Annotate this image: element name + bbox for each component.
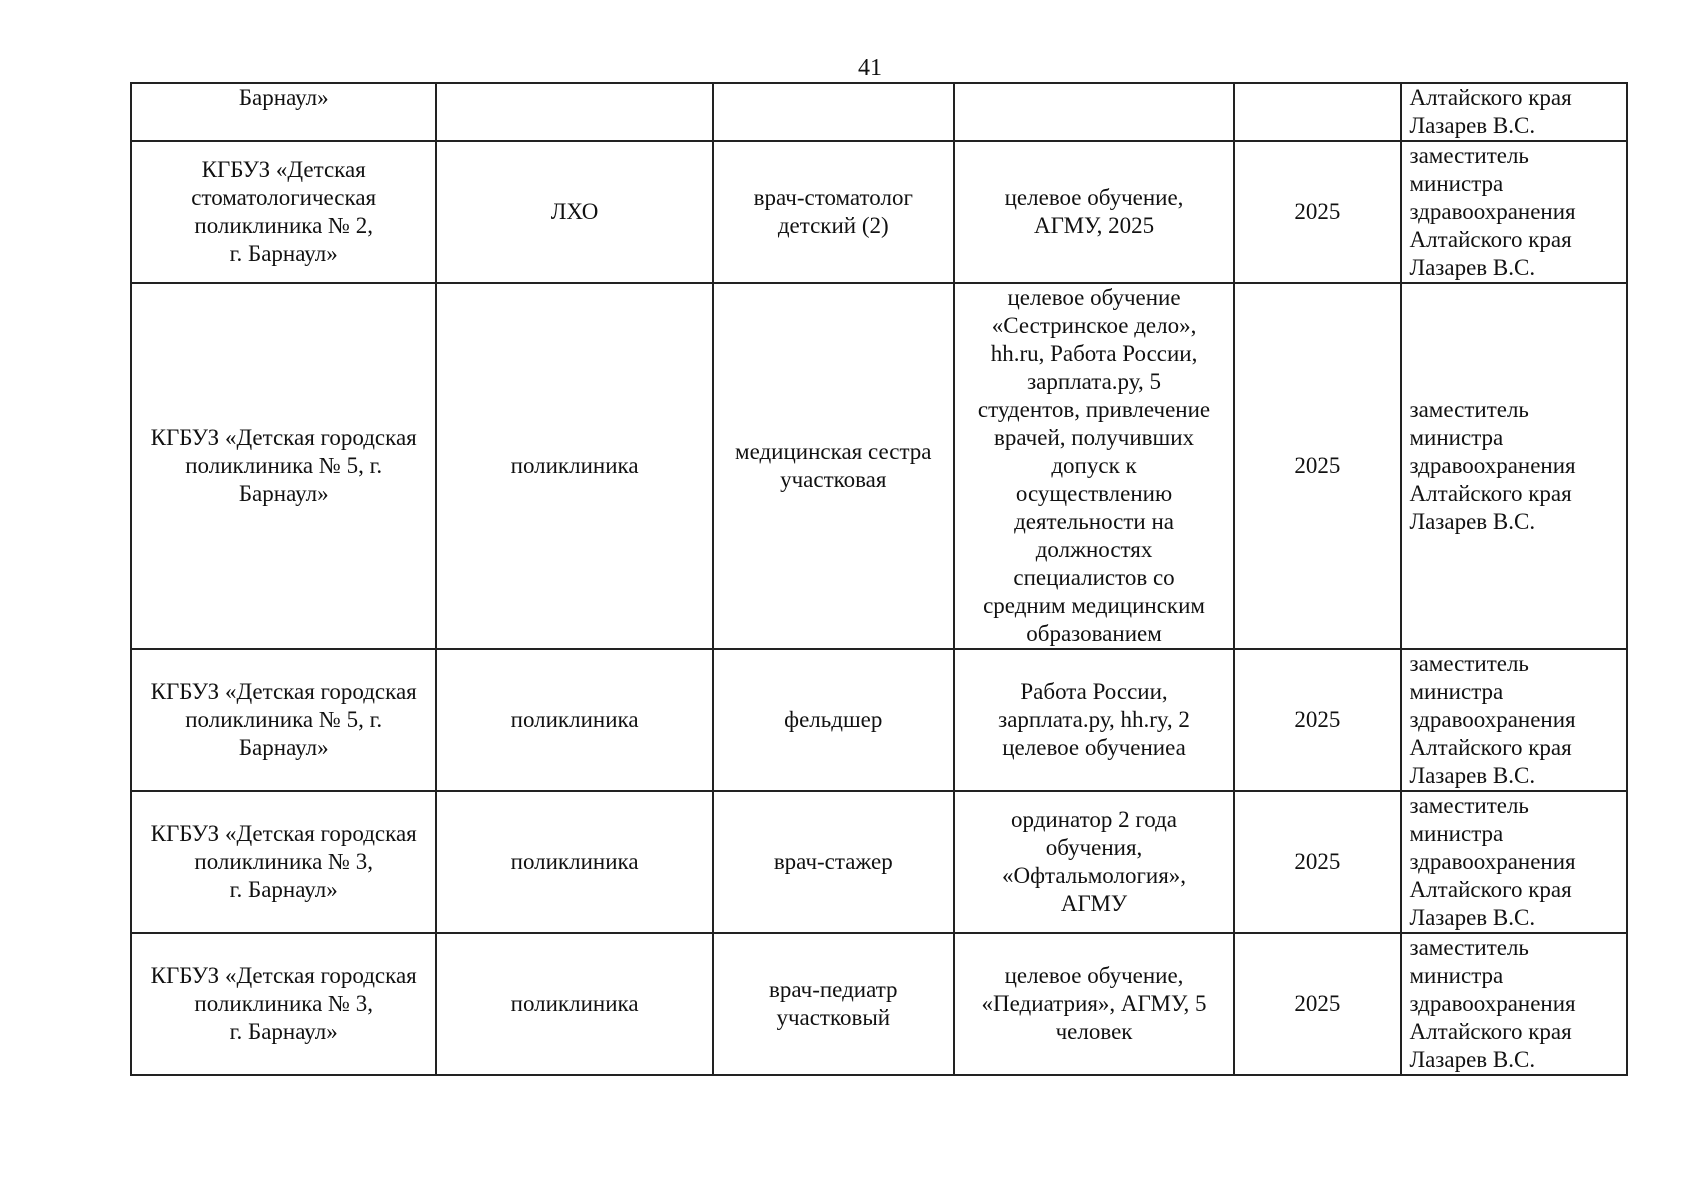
year-cell: 2025 [1234,283,1400,649]
organization-cell: КГБУЗ «Детская городская поликлиника № 3, г. Барнаул» [131,933,436,1075]
measures-cell: Работа России, зарплата.ру, hh.ry, 2 целевое обучениеа [954,649,1235,791]
position-cell: врач-педиатр участковый [713,933,954,1075]
organization-cell: КГБУЗ «Детская городская поликлиника № 5, г. Барнаул» [131,649,436,791]
measures-cell: целевое обучение, «Педиатрия», АГМУ, 5 человек [954,933,1235,1075]
responsible-cell: заместитель министра здравоохранения Алтайского края Лазарев В.С. [1401,933,1628,1075]
table-row [131,283,1627,649]
table-row [131,933,1627,1075]
responsible-cell: заместитель министра здравоохранения Алтайского края Лазарев В.С. [1401,649,1628,791]
department-cell: поликлиника [436,283,712,649]
position-cell: врач-стоматолог детский (2) [713,141,954,283]
table-row [131,83,1627,141]
table-row [131,791,1627,933]
department-cell: поликлиника [436,933,712,1075]
responsible-cell: заместитель министра здравоохранения Алтайского края Лазарев В.С. [1401,141,1628,283]
organization-cell: КГБУЗ «Детская городская поликлиника № 5, г. Барнаул» [131,283,436,649]
organization-cell: КГБУЗ «Детская городская поликлиника № 3, г. Барнаул» [131,791,436,933]
table-row [131,141,1627,283]
position-cell [713,83,954,141]
table-row [131,649,1627,791]
department-cell [436,83,712,141]
position-cell: фельдшер [713,649,954,791]
position-cell: медицинская сестра участковая [713,283,954,649]
department-cell: поликлиника [436,649,712,791]
responsible-cell: Алтайского края Лазарев В.С. [1401,83,1628,141]
page-number: 41 [858,55,882,81]
department-cell: ЛХО [436,141,712,283]
position-cell: врач-стажер [713,791,954,933]
year-cell: 2025 [1234,791,1400,933]
year-cell: 2025 [1234,141,1400,283]
responsible-cell: заместитель министра здравоохранения Алтайского края Лазарев В.С. [1401,283,1628,649]
staffing-table [130,82,1628,1076]
year-cell [1234,83,1400,141]
year-cell: 2025 [1234,933,1400,1075]
organization-cell: КГБУЗ «Детская стоматологическая поликлиника № 2, г. Барнаул» [131,141,436,283]
department-cell: поликлиника [436,791,712,933]
measures-cell: ординатор 2 года обучения, «Офтальмология», АГМУ [954,791,1235,933]
measures-cell [954,83,1235,141]
year-cell: 2025 [1234,649,1400,791]
measures-cell: целевое обучение «Сестринское дело», hh.ru, Работа России, зарплата.ру, 5 студентов, привлечение врачей, получивших допуск к осуществлению деятельности на должностях специалистов со средним медицинским образованием [954,283,1235,649]
responsible-cell: заместитель министра здравоохранения Алтайского края Лазарев В.С. [1401,791,1628,933]
measures-cell: целевое обучение, АГМУ, 2025 [954,141,1235,283]
organization-cell: Барнаул» [131,83,436,141]
